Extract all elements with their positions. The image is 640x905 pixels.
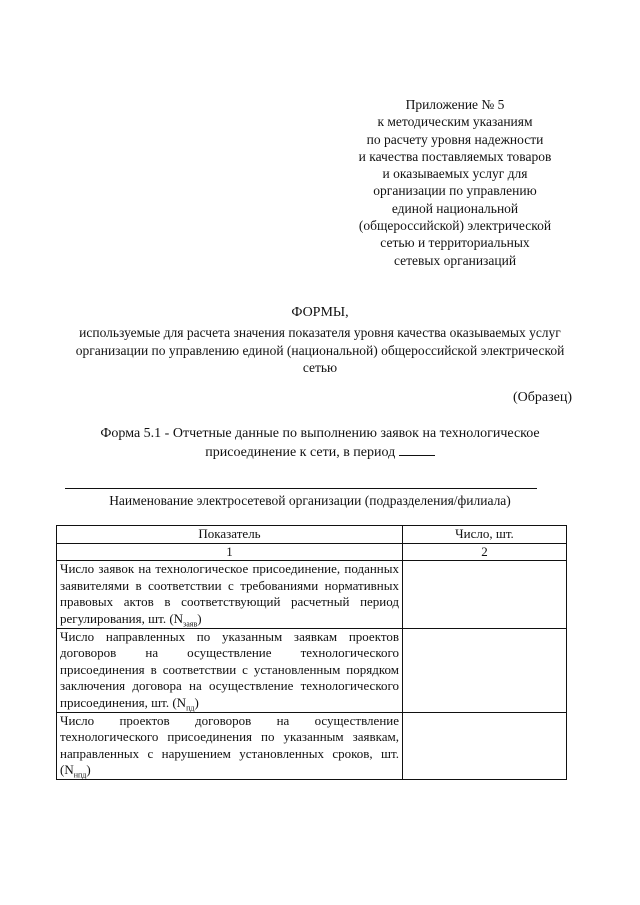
organization-blank-line[interactable]	[65, 488, 537, 489]
indicator-subscript: заяв	[183, 619, 198, 629]
indicator-subscript: пд	[186, 703, 195, 713]
indicator-close: )	[197, 610, 202, 626]
header-count: Число, шт.	[403, 526, 567, 544]
indicator-text: Число проектов договоров на осуществление технологического присоединения по указанным заявкам, направленных с нарушением установленных сроков, шт. (N	[60, 712, 399, 778]
sample-label: (Образец)	[512, 390, 572, 405]
indicator-text: Число заявок на технологическое присоединение, поданных заявителями в соответствии с требованиями нормативных правовых актов в соответствующий расчетный период регулирования, шт. (N	[60, 561, 399, 626]
appendix-line: Приложение № 5	[405, 97, 505, 112]
appendix-line: и качества поставляемых товаров	[358, 148, 552, 164]
appendix-line: (общероссийской) электрической	[358, 218, 552, 234]
appendix-line: сетевых организаций	[393, 252, 517, 268]
value-cell[interactable]	[403, 561, 567, 628]
appendix-line: к методическим указаниям	[377, 114, 533, 130]
value-cell[interactable]	[403, 712, 567, 779]
form-caption-period-text: присоединение к сети, в период	[205, 445, 396, 460]
appendix-line: организации по управлению	[373, 183, 537, 199]
column-number-2: 2	[403, 543, 567, 561]
table-row	[57, 628, 567, 712]
appendix-line: по расчету уровня надежности	[366, 131, 544, 147]
appendix-line: сетью и территориальных	[380, 235, 530, 251]
value-cell[interactable]	[403, 628, 567, 712]
period-blank-field[interactable]	[399, 443, 435, 456]
forms-subtitle-line: сетью	[302, 360, 338, 375]
table-number-row	[57, 543, 567, 561]
table-row	[57, 561, 567, 628]
form-caption-line-1: Форма 5.1 - Отчетные данные по выполнению заявок на технологическое	[100, 426, 540, 441]
indicator-subscript: нпд	[73, 770, 87, 780]
table-row	[57, 712, 567, 779]
forms-subtitle-line: организации по управлению единой (национальной) общероссийской электрической	[75, 342, 565, 358]
appendix-header	[330, 96, 580, 269]
report-table	[56, 525, 567, 780]
indicator-close: )	[194, 694, 199, 710]
indicator-text: Число направленных по указанным заявкам проектов договоров на осуществление технологического присоединения в соответствии с установленным порядком заключения договора на осуществление технологического присоединения, шт. (N	[60, 628, 399, 710]
form-caption-line-2	[40, 443, 600, 462]
indicator-close: )	[86, 762, 91, 778]
appendix-line: единой национальной	[391, 200, 519, 216]
form-caption	[40, 425, 600, 462]
organization-label: Наименование электросетевой организации (подразделения/филиала)	[109, 493, 511, 508]
forms-subtitle	[40, 324, 600, 377]
column-number-1: 1	[57, 543, 403, 561]
header-indicator: Показатель	[57, 526, 403, 544]
indicator-cell	[57, 628, 403, 712]
indicator-cell	[57, 712, 403, 779]
table-header-row	[57, 526, 567, 544]
appendix-line: и оказываемых услуг для	[382, 166, 528, 182]
indicator-cell	[57, 561, 403, 628]
forms-subtitle-line: используемые для расчета значения показателя уровня качества оказываемых услуг	[79, 325, 561, 340]
forms-title: ФОРМЫ,	[291, 305, 349, 320]
